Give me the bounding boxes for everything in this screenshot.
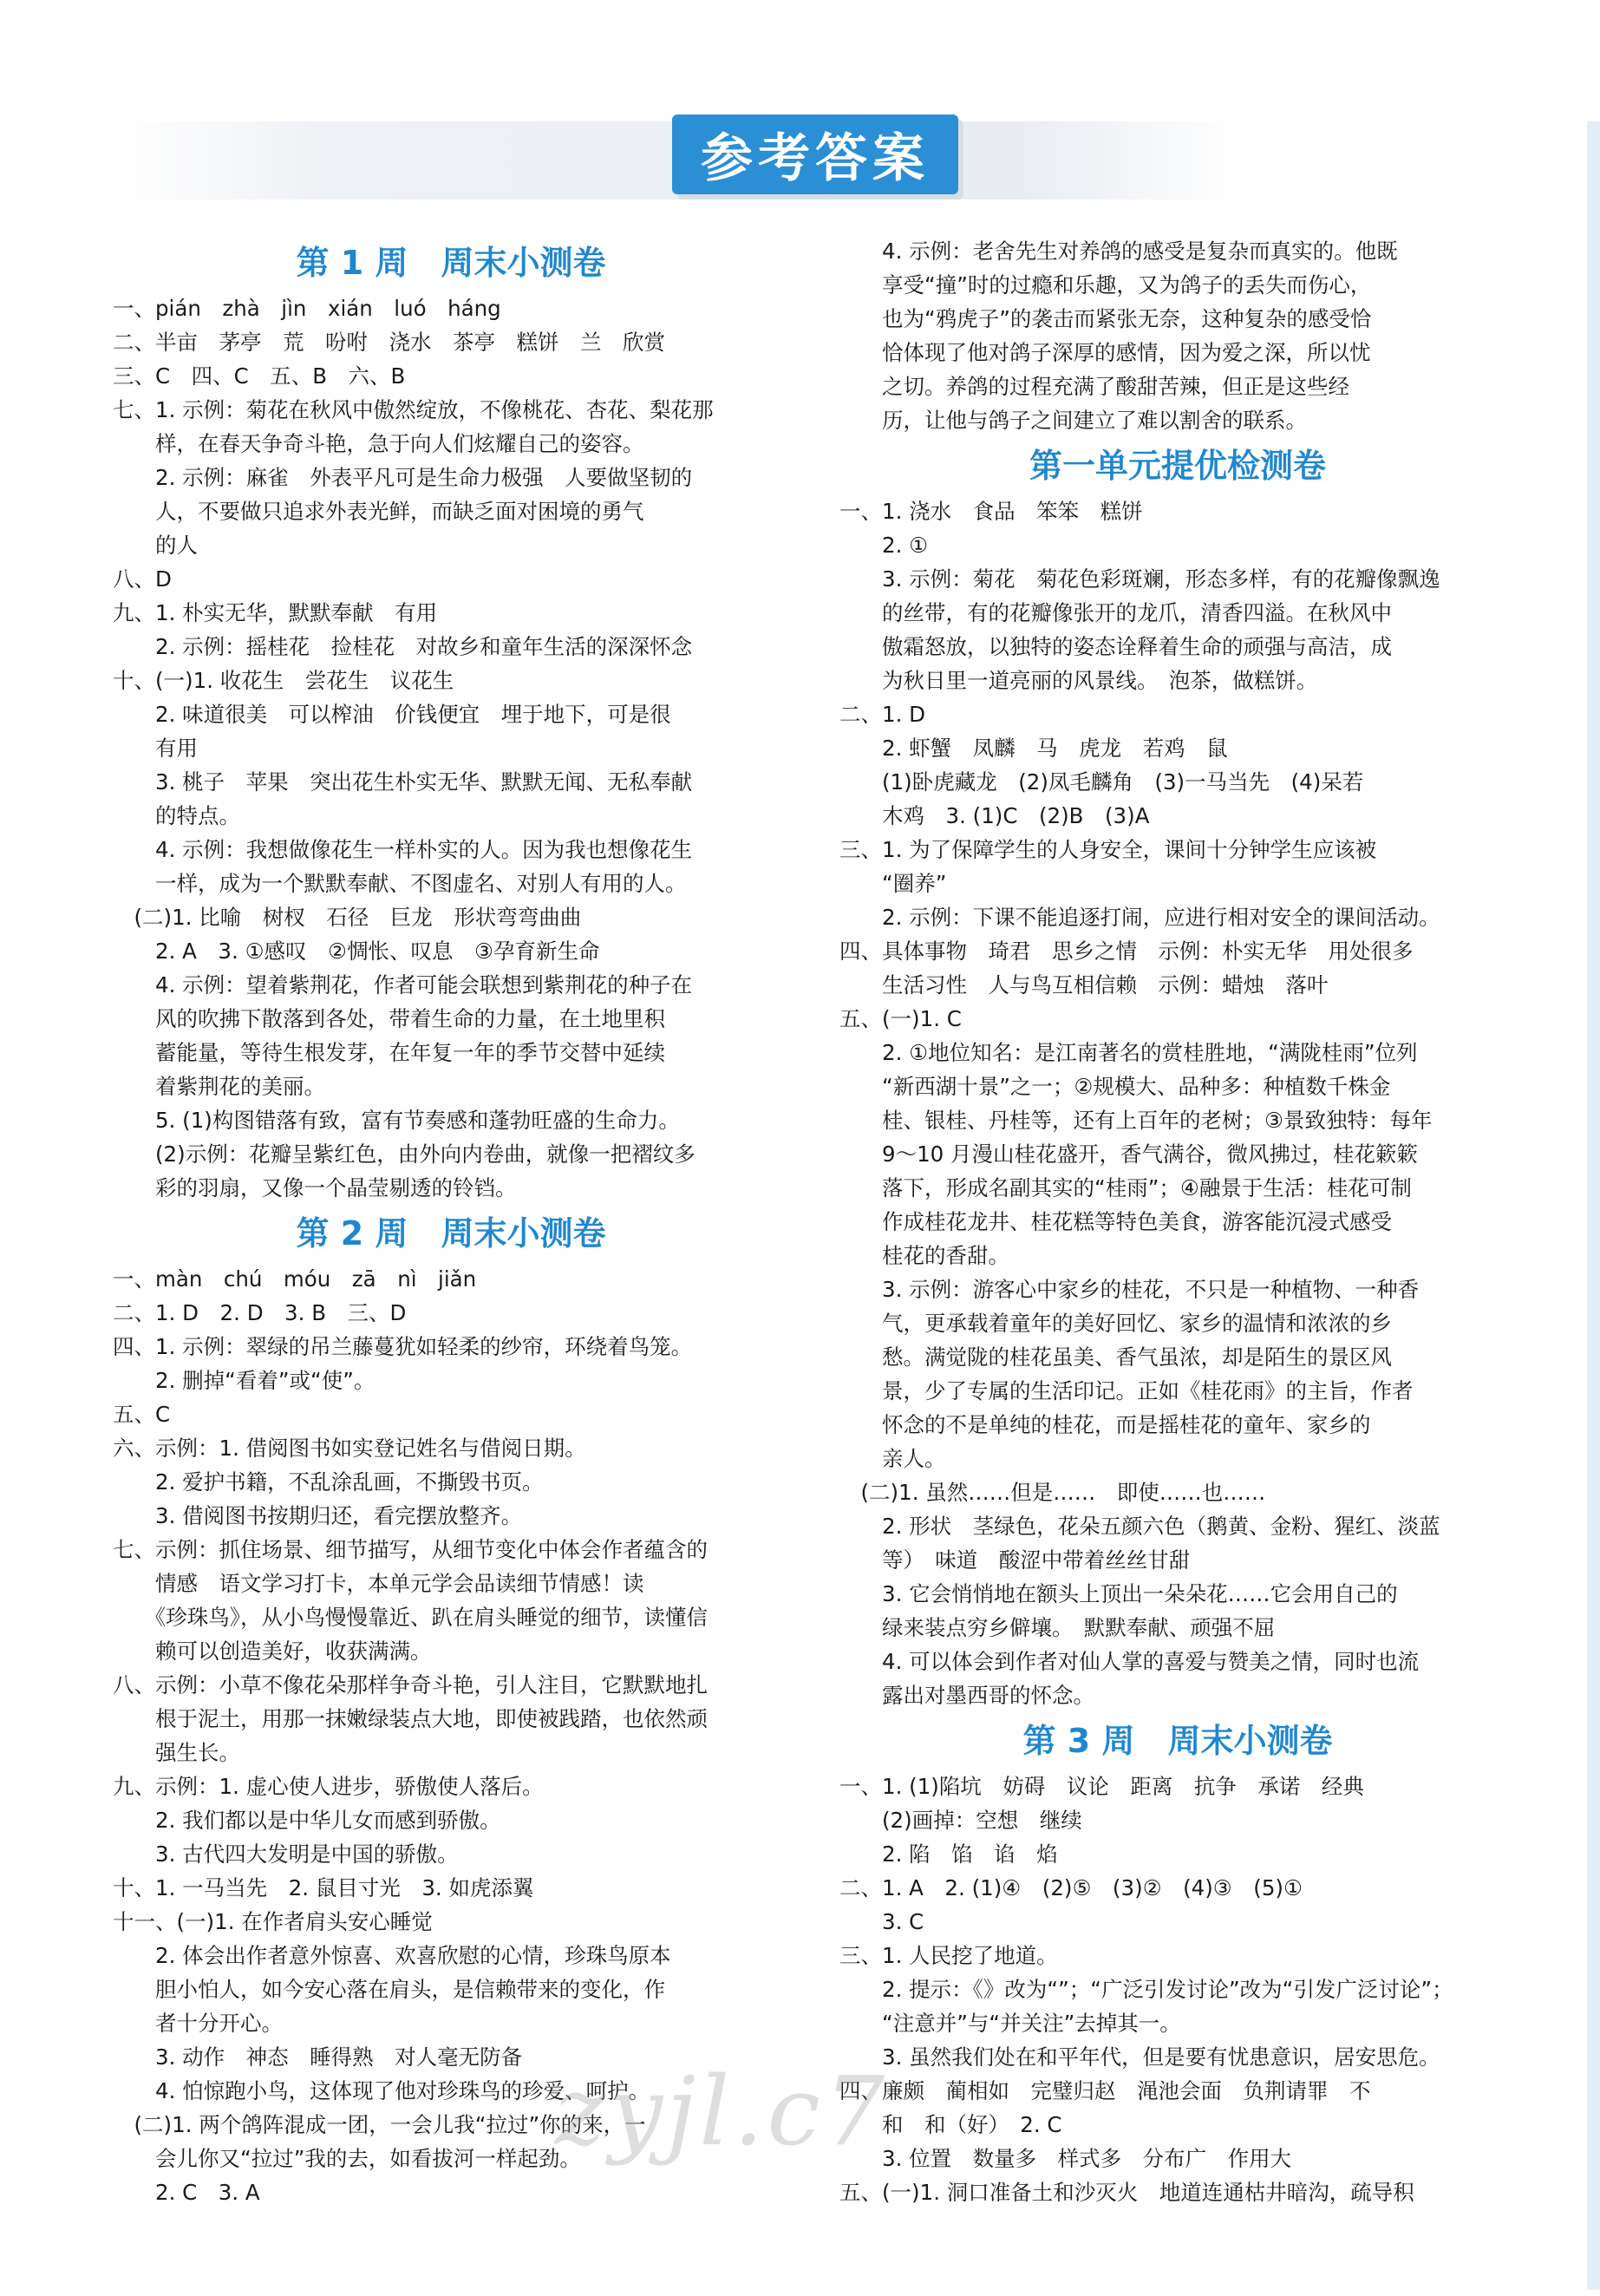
answer-line: 四、1. 示例：翠绿的吊兰藤蔓犹如轻柔的纱帘，环绕着鸟笼。	[113, 1334, 693, 1359]
answer-line: 2. 提示：《》改为“”；“广泛引发讨论”改为“引发广泛讨论”；	[839, 1977, 1453, 2002]
answer-line: 木鸡 3. (1)C (2)B (3)A	[839, 803, 1150, 828]
answer-line: 和 和（好） 2. C	[839, 2112, 1062, 2137]
answer-line: 3. 示例：菊花 菊花色彩斑斓，形态多样，有的花瓣像飘逸	[839, 566, 1440, 592]
answer-line: 四、具体事物 琦君 思乡之情 示例：朴实无华 用处很多	[839, 939, 1414, 964]
answer-line: 桂花的香甜。	[839, 1243, 1009, 1268]
answer-line: (二)1. 两个鸽阵混成一团，一会儿我“拉过”你的来，一	[113, 2112, 646, 2137]
answer-line: 2. 形状 茎绿色，花朵五颜六色（鹅黄、金粉、猩红、淡蓝	[839, 1514, 1440, 1539]
answer-line: 亲人。	[839, 1446, 946, 1471]
answer-line: 2. 示例：下课不能追逐打闹，应进行相对安全的课间活动。	[839, 905, 1440, 930]
answer-line: 八、示例：小草不像花朵那样争奇斗艳，引人注目，它默默地扎	[113, 1672, 708, 1697]
answer-line: 愁。满觉陇的桂花虽美、香气虽浓，却是陌生的景区风	[839, 1344, 1392, 1370]
answer-line: 风的吹拂下散落到各处，带着生命的力量，在土地里积	[113, 1006, 665, 1031]
watermark: zyjl.c7	[555, 2056, 888, 2167]
answer-line: 一、màn chú móu zā nì jiǎn	[113, 1266, 477, 1292]
section-title: 第 2 周 周末小测卷	[296, 1214, 606, 1253]
answer-line: 的人	[113, 533, 198, 558]
answer-line: 五、(一)1. 洞口准备土和沙灭火 地道连通枯井暗沟，疏导积	[839, 2180, 1414, 2205]
answer-line: 七、1. 示例：菊花在秋风中傲然绽放，不像桃花、杏花、梨花那	[113, 397, 714, 422]
answer-line: 2. 示例：麻雀 外表平凡可是生命力极强 人要做坚韧的	[113, 465, 693, 490]
answer-line: 气，更承载着童年的美好回忆、家乡的温情和浓浓的乡	[839, 1311, 1392, 1336]
answer-line: (1)卧虎藏龙 (2)凤毛麟角 (3)一马当先 (4)呆若	[839, 769, 1364, 795]
left-column	[113, 234, 789, 2209]
answer-line: 落下，形成名副其实的“桂雨”；④融景于生活：桂花可制	[839, 1175, 1412, 1200]
answer-line: 六、示例：1. 借阅图书如实登记姓名与借阅日期。	[113, 1436, 586, 1461]
answer-line: (二)1. 比喻 树杈 石径 巨龙 形状弯弯曲曲	[113, 905, 582, 930]
answer-line: 露出对墨西哥的怀念。	[839, 1683, 1094, 1708]
answer-line: 为秋日里一道亮丽的风景线。 泡茶，做糕饼。	[839, 668, 1318, 693]
answer-line: 赖可以创造美好，收获满满。	[113, 1639, 432, 1664]
answer-line: 3. 古代四大发明是中国的骄傲。	[113, 1841, 459, 1867]
answer-line: 彩的羽扇，又像一个晶莹剔透的铃铛。	[113, 1175, 517, 1200]
answer-line: 者十分开心。	[113, 2011, 283, 2036]
answer-line: 二、半亩 茅亭 荒 吩咐 浇水 茶亭 糕饼 兰 欣赏	[113, 330, 665, 355]
answer-line: 5. (1)构图错落有致，富有节奏感和蓬勃旺盛的生命力。	[113, 1108, 680, 1133]
answer-line: “注意并”与“并关注”去掉其一。	[839, 2011, 1181, 2036]
answer-line: 根于泥土，用那一抹嫩绿装点大地，即使被践踏，也依然顽	[113, 1706, 708, 1731]
answer-line: 人，不要做只追求外表光鲜，而缺乏面对困境的勇气	[113, 499, 644, 524]
answer-line: (2)示例：花瓣呈紫红色，由外向内卷曲，就像一把褶纹多	[113, 1141, 696, 1167]
answer-line: 4. 示例：老舍先生对养鸽的感受是复杂而真实的。他既	[839, 239, 1398, 264]
answer-line: 绿来装点穷乡僻壤。 默默奉献、顽强不屈	[839, 1615, 1276, 1640]
answer-line: 之切。养鸽的过程充满了酸甜苦辣，但正是这些经	[839, 374, 1349, 399]
answer-line: 3. 借阅图书按期归还，看完摆放整齐。	[113, 1503, 523, 1528]
answer-line: 3. 位置 数量多 样式多 分布广 作用大	[839, 2146, 1292, 2171]
answer-line: 3. C	[839, 1909, 924, 1934]
answer-line: “新西湖十景”之一；②规模大、品种多：种植数千株金	[839, 1074, 1391, 1099]
answer-line: 八、D	[113, 566, 172, 592]
answer-line: 三、1. 为了保障学生的人身安全，课间十分钟学生应该被	[839, 837, 1377, 862]
answer-line: 二、1. D	[839, 702, 926, 727]
answer-line: 2. ①地位知名：是江南著名的赏桂胜地，“满陇桂雨”位列	[839, 1040, 1418, 1065]
answer-line: 4. 示例：我想做像花生一样朴实的人。因为我也想像花生	[113, 837, 693, 862]
answer-line: 恰体现了他对鸽子深厚的感情，因为爱之深，所以忧	[839, 340, 1371, 365]
answer-line: 样，在春天争奇斗艳，急于向人们炫耀自己的姿容。	[113, 431, 644, 456]
answer-line: 九、示例：1. 虚心使人进步，骄傲使人落后。	[113, 1774, 544, 1799]
answer-line: 2. 虾蟹 凤麟 马 虎龙 若鸡 鼠	[839, 736, 1228, 761]
answer-line: 一、1. 浇水 食品 笨笨 糕饼	[839, 499, 1143, 524]
answer-line: 2. 删掉“看着”或“使”。	[113, 1368, 376, 1393]
answer-line: 蓄能量，等待生根发芽，在年复一年的季节交替中延续	[113, 1040, 665, 1065]
right-column	[839, 234, 1516, 2209]
answer-line: 三、C 四、C 五、B 六、B	[113, 363, 406, 389]
answer-line: 十、1. 一马当先 2. 鼠目寸光 3. 如虎添翼	[113, 1875, 534, 1900]
answer-line: 一、pián zhà jìn xián luó háng	[113, 296, 501, 321]
answer-line: 胆小怕人，如今安心落在肩头，是信赖带来的变化，作	[113, 1977, 665, 2002]
answer-line: 2. 陷 馅 谄 焰	[839, 1841, 1058, 1867]
answer-line: 等） 味道 酸涩中带着丝丝甘甜	[839, 1547, 1191, 1573]
answer-line: 3. 桃子 苹果 突出花生朴实无华、默默无闻、无私奉献	[113, 769, 693, 795]
answer-line: 三、1. 人民挖了地道。	[839, 1943, 1058, 1968]
answer-line: 四、廉颇 蔺相如 完璧归赵 渑池会面 负荆请罪 不	[839, 2078, 1371, 2103]
answer-line: 4. 怕惊跑小鸟，这体现了他对珍珠鸟的珍爱、呵护。	[113, 2078, 650, 2103]
answer-line: 怀念的不是单纯的桂花，而是摇桂花的童年、家乡的	[839, 1412, 1371, 1437]
section-title: 第一单元提优检测卷	[1029, 447, 1326, 485]
answer-line: 会儿你又“拉过”我的去，如看拔河一样起劲。	[113, 2146, 581, 2171]
answer-line: 十一、(一)1. 在作者肩头安心睡觉	[113, 1909, 433, 1934]
answer-line: 《珍珠鸟》，从小鸟慢慢靠近、趴在肩头睡觉的细节，读懂信	[113, 1605, 708, 1630]
answer-line: 的丝带，有的花瓣像张开的龙爪，清香四溢。在秋风中	[839, 600, 1392, 625]
page-edge-decoration	[1587, 121, 1600, 2290]
section-title: 第 1 周 周末小测卷	[296, 244, 606, 282]
answer-line: 2. 我们都以是中华儿女而感到骄傲。	[113, 1808, 501, 1833]
answer-line: 2. ①	[839, 533, 929, 558]
answer-line: 傲霜怒放，以独特的姿态诠释着生命的顽强与高洁，成	[839, 634, 1392, 659]
answer-line: 2. 爱护书籍，不乱涂乱画，不撕毁书页。	[113, 1469, 544, 1495]
answer-line: 2. C 3. A	[113, 2180, 260, 2205]
answer-line: 强生长。	[113, 1740, 240, 1765]
answer-line: 享受“撞”时的过瘾和乐趣，又为鸽子的丢失而伤心，	[839, 272, 1372, 298]
answer-line: 作成桂花龙井、桂花糕等特色美食，游客能沉浸式感受	[839, 1209, 1392, 1234]
answer-line: (2)画掉：空想 继续	[839, 1808, 1082, 1833]
answer-line: 9～10 月漫山桂花盛开，香气满谷，微风拂过，桂花簌簌	[839, 1141, 1419, 1167]
answer-line: 十、(一)1. 收花生 尝花生 议花生	[113, 668, 454, 693]
answer-line: 2. A 3. ①感叹 ②惆怅、叹息 ③孕育新生命	[113, 939, 600, 964]
answer-line: 桂、银桂、丹桂等，还有上百年的老树；③景致独特：每年	[839, 1108, 1433, 1133]
answer-line: “圈养”	[839, 871, 947, 896]
answer-line: 一样，成为一个默默奉献、不图虚名、对别人有用的人。	[113, 871, 687, 896]
answer-line: 2. 体会出作者意外惊喜、欢喜欣慰的心情，珍珠鸟原本	[113, 1943, 671, 1968]
answer-line: 有用	[113, 736, 198, 761]
answer-line: 3. 它会悄悄地在额头上顶出一朵朵花……它会用自己的	[839, 1581, 1398, 1606]
answer-line: 的特点。	[113, 803, 240, 828]
answer-line: 着紫荆花的美丽。	[113, 1074, 325, 1099]
answer-line: 五、C	[113, 1402, 171, 1427]
answer-line: 七、示例：抓住场景、细节描写，从细节变化中体会作者蕴含的	[113, 1537, 708, 1562]
answer-line: 景，少了专属的生活印记。正如《桂花雨》的主旨，作者	[839, 1378, 1414, 1403]
answer-line: 二、1. A 2. (1)④ (2)⑤ (3)② (4)③ (5)①	[839, 1875, 1303, 1900]
answer-line: 2. 示例：摇桂花 捡桂花 对故乡和童年生活的深深怀念	[113, 634, 693, 659]
page-title: 参考答案	[672, 114, 958, 194]
answer-line: 4. 可以体会到作者对仙人掌的喜爱与赞美之情，同时也流	[839, 1649, 1420, 1674]
answer-line: 3. 动作 神态 睡得熟 对人毫无防备	[113, 2044, 523, 2070]
answer-line: 情感 语文学习打卡，本单元学会品读细节情感！读	[113, 1571, 644, 1596]
answer-line: 2. 味道很美 可以榨油 价钱便宜 埋于地下，可是很	[113, 702, 671, 727]
answer-line: 一、1. (1)陷坑 妨碍 议论 距离 抗争 承诺 经典	[839, 1774, 1364, 1799]
section-title: 第 3 周 周末小测卷	[1022, 1722, 1333, 1760]
answer-line: 历，让他与鸽子之间建立了难以割舍的联系。	[839, 408, 1307, 433]
answer-line: 4. 示例：望着紫荆花，作者可能会联想到紫荆花的种子在	[113, 972, 693, 998]
answer-line: 九、1. 朴实无华，默默奉献 有用	[113, 600, 438, 625]
answer-line: 二、1. D 2. D 3. B 三、D	[113, 1300, 407, 1325]
answer-line: 3. 虽然我们处在和平年代，但是要有忧患意识，居安思危。	[839, 2044, 1440, 2070]
answer-line: (二)1. 虽然……但是…… 即使……也……	[839, 1480, 1266, 1505]
answer-line: 生活习性 人与鸟互相信赖 示例：蜡烛 落叶	[839, 972, 1329, 998]
answer-line: 五、(一)1. C	[839, 1006, 962, 1031]
answer-line: 也为“鸦虎子”的袭击而紧张无奈，这种复杂的感受恰	[839, 306, 1372, 331]
answer-line: 3. 示例：游客心中家乡的桂花，不只是一种植物、一种香	[839, 1277, 1420, 1302]
